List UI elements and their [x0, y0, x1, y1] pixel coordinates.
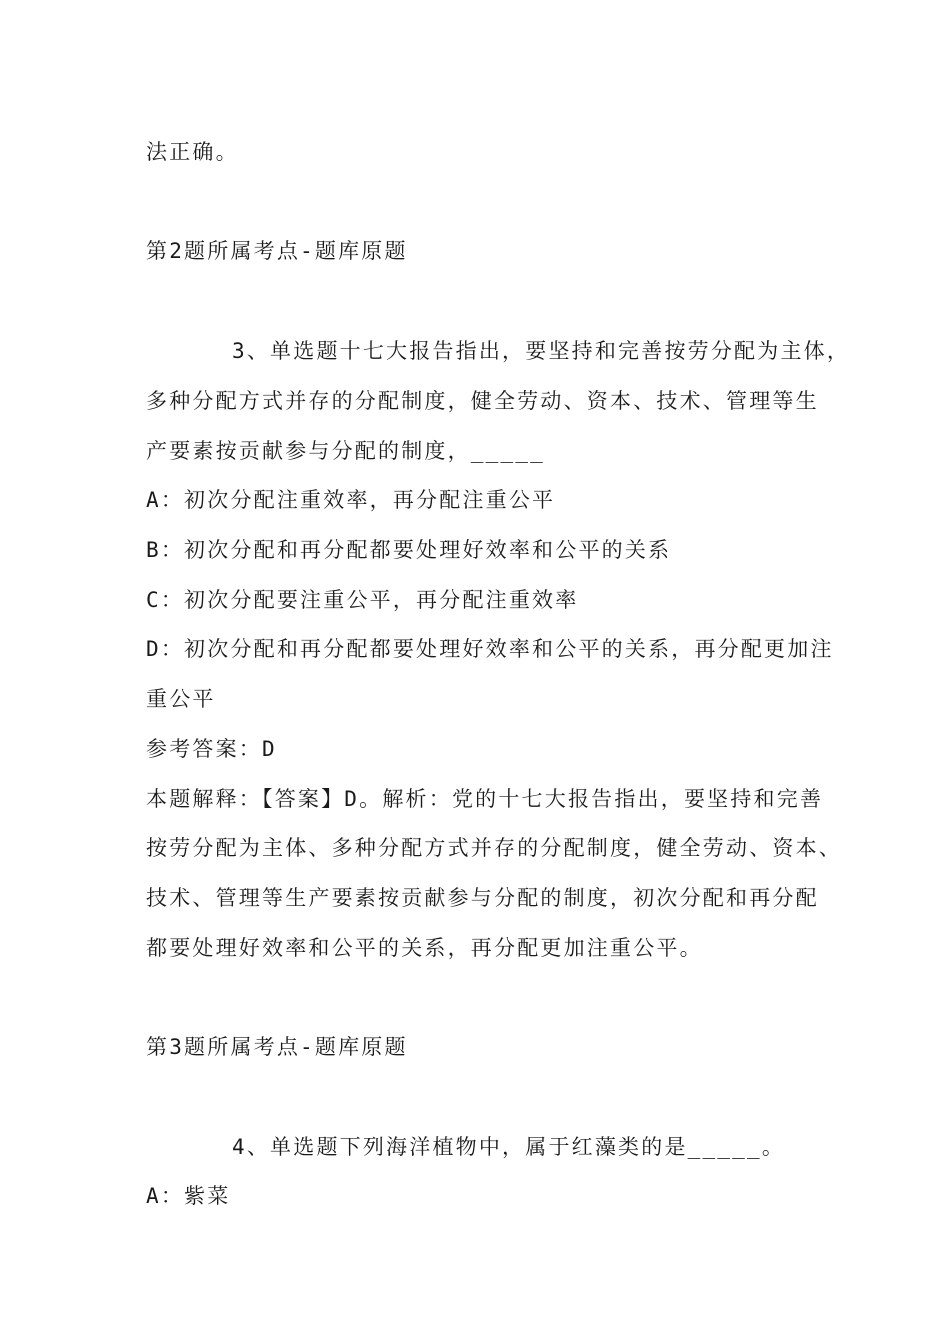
- question-3-explanation-line-1: 本题解释：【答案】D。解析：党的十七大报告指出，要坚持和完善: [146, 787, 824, 811]
- question-3-stem-line-3: 产要素按贡献参与分配的制度，_____: [146, 439, 546, 463]
- question-3-option-d-continued: 重公平: [146, 687, 216, 711]
- question-3-option-a: A：初次分配注重效率，再分配注重公平: [146, 488, 556, 512]
- question-3-answer: 参考答案：D: [146, 737, 277, 761]
- question-3-stem-line-2: 多种分配方式并存的分配制度，健全劳动、资本、技术、管理等生: [146, 389, 819, 413]
- question-4-stem: 4、单选题下列海洋植物中，属于红藻类的是_____。: [232, 1135, 786, 1159]
- question-3-explanation-line-3: 技术、管理等生产要素按贡献参与分配的制度，初次分配和再分配: [146, 886, 819, 910]
- question-3-option-b: B：初次分配和再分配都要处理好效率和公平的关系: [146, 538, 672, 562]
- question-3-topic: 第3题所属考点-题库原题: [146, 1035, 408, 1059]
- question-2-topic: 第2题所属考点-题库原题: [146, 239, 408, 263]
- question-3-explanation-line-2: 按劳分配为主体、多种分配方式并存的分配制度，健全劳动、资本、: [146, 836, 842, 860]
- question-3-option-d: D：初次分配和再分配都要处理好效率和公平的关系，再分配更加注: [146, 637, 834, 661]
- question-4-option-a: A：紫菜: [146, 1184, 231, 1208]
- previous-answer-tail: 法正确。: [146, 140, 239, 164]
- question-3-stem-line-1: 3、单选题十七大报告指出，要坚持和完善按劳分配为主体，: [232, 339, 851, 363]
- question-3-explanation-line-4: 都要处理好效率和公平的关系，再分配更加注重公平。: [146, 936, 703, 960]
- question-3-option-c: C：初次分配要注重公平，再分配注重效率: [146, 588, 579, 612]
